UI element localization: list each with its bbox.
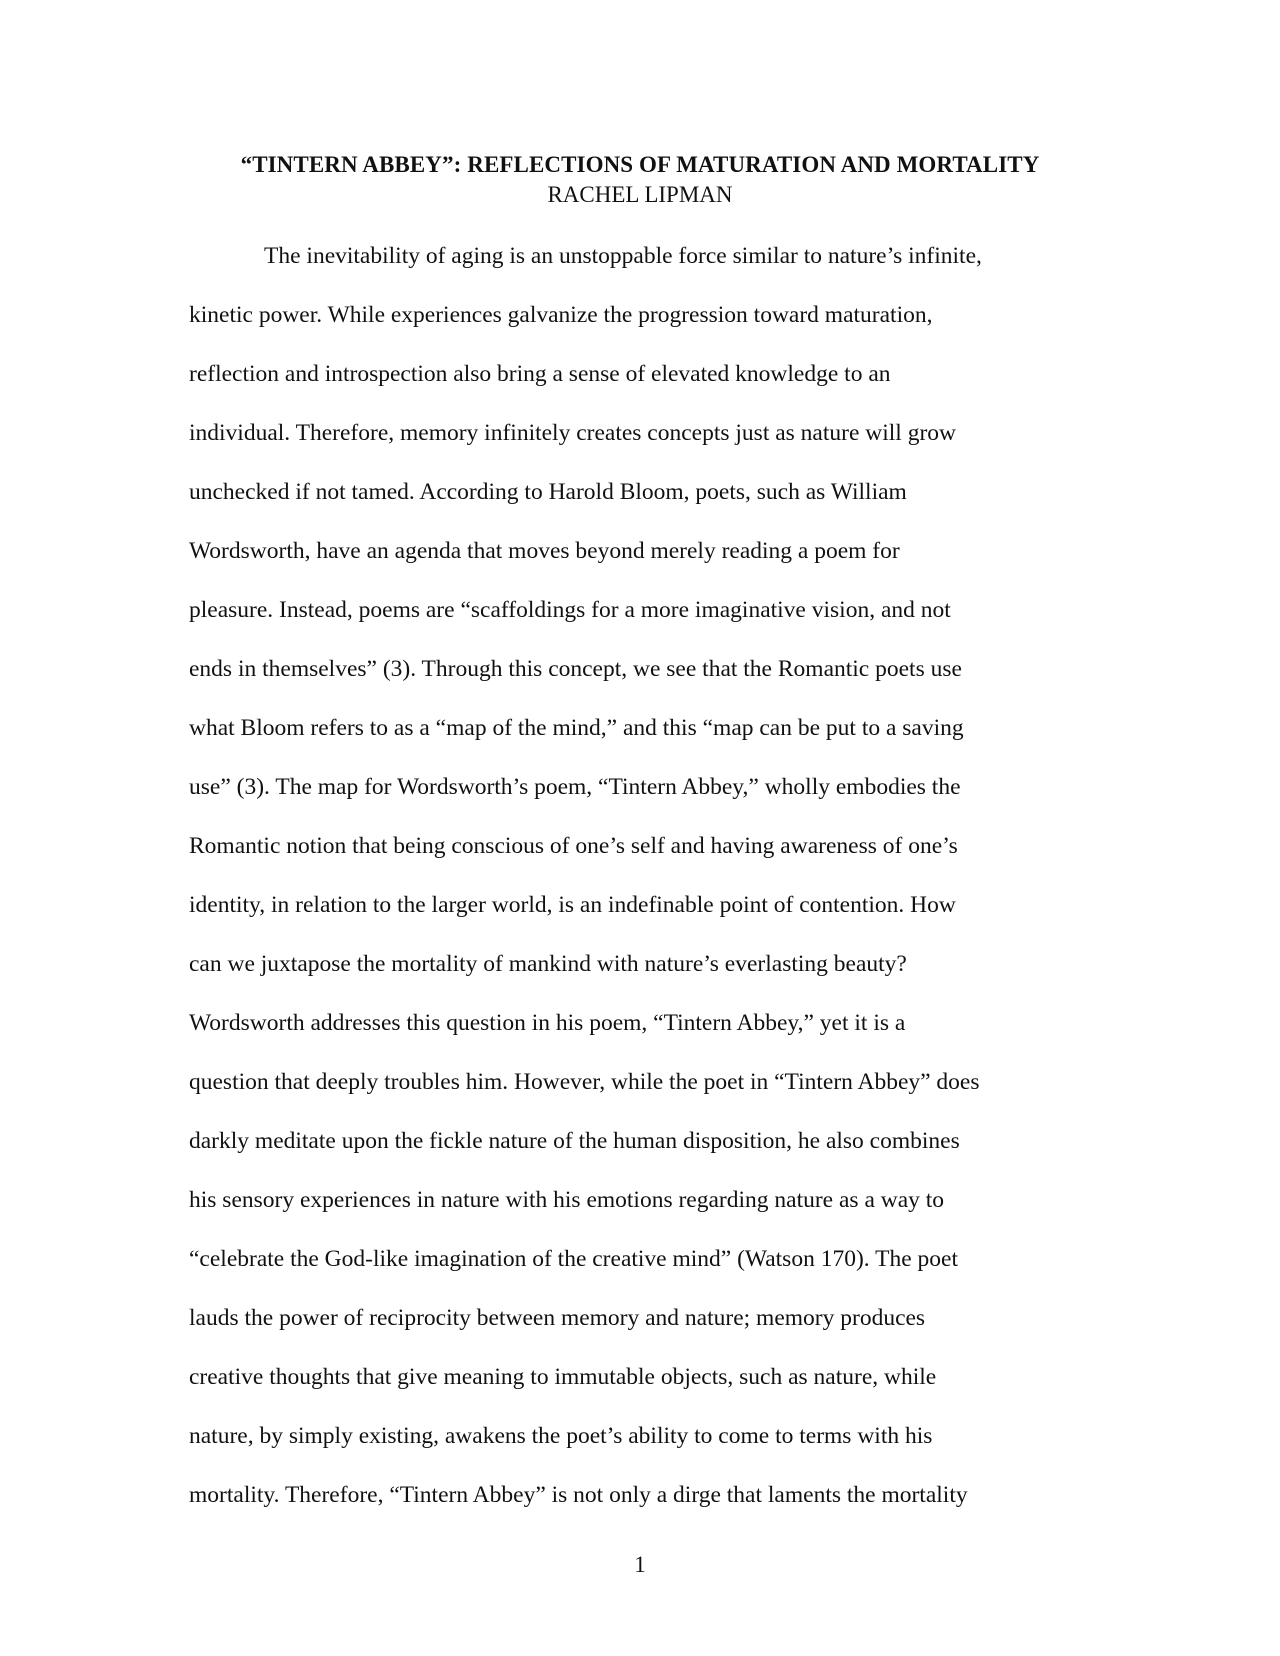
body-line: question that deeply troubles him. However, while the poet in “Tintern Abbey” does xyxy=(189,1069,980,1095)
body-line: Wordsworth addresses this question in his poem, “Tintern Abbey,” yet it is a xyxy=(189,1010,906,1036)
body-line: Wordsworth, have an agenda that moves beyond merely reading a poem for xyxy=(189,538,900,564)
body-line: nature, by simply existing, awakens the poet’s ability to come to terms with his xyxy=(189,1423,933,1449)
body-line: creative thoughts that give meaning to immutable objects, such as nature, while xyxy=(189,1364,937,1390)
body-line: darkly meditate upon the fickle nature of the human disposition, he also combines xyxy=(189,1128,960,1154)
body-line: ends in themselves” (3). Through this concept, we see that the Romantic poets use xyxy=(189,656,962,682)
body-line: his sensory experiences in nature with his emotions regarding nature as a way to xyxy=(189,1187,945,1213)
body-line: “celebrate the God-like imagination of the creative mind” (Watson 170). The poet xyxy=(189,1246,958,1272)
body-line: unchecked if not tamed. According to Harold Bloom, poets, such as William xyxy=(189,479,907,505)
body-line: mortality. Therefore, “Tintern Abbey” is not only a dirge that laments the mortality xyxy=(189,1482,968,1508)
body-line: lauds the power of reciprocity between memory and nature; memory produces xyxy=(189,1305,926,1331)
body-line: use” (3). The map for Wordsworth’s poem, “Tintern Abbey,” wholly embodies the xyxy=(189,774,961,800)
body-line: reflection and introspection also bring a sense of elevated knowledge to an xyxy=(189,361,891,387)
document-author: RACHEL LIPMAN xyxy=(547,182,733,207)
body-line: individual. Therefore, memory infinitely creates concepts just as nature will grow xyxy=(189,420,956,446)
body-line: The inevitability of aging is an unstoppable force similar to nature’s infinite, xyxy=(264,243,982,269)
body-line: pleasure. Instead, poems are “scaffoldings for a more imaginative vision, and not xyxy=(189,597,951,623)
body-line: what Bloom refers to as a “map of the mind,” and this “map can be put to a saving xyxy=(189,715,964,741)
body-line: identity, in relation to the larger world, is an indefinable point of contention. How xyxy=(189,892,956,918)
page-number: 1 xyxy=(634,1552,646,1577)
body-line: Romantic notion that being conscious of one’s self and having awareness of one’s xyxy=(189,833,958,859)
body-line: can we juxtapose the mortality of mankind with nature’s everlasting beauty? xyxy=(189,951,907,977)
document-title: “TINTERN ABBEY”: REFLECTIONS OF MATURATION AND MORTALITY xyxy=(240,152,1040,177)
body-line: kinetic power. While experiences galvanize the progression toward maturation, xyxy=(189,302,933,328)
body-paragraph xyxy=(189,227,1089,1525)
